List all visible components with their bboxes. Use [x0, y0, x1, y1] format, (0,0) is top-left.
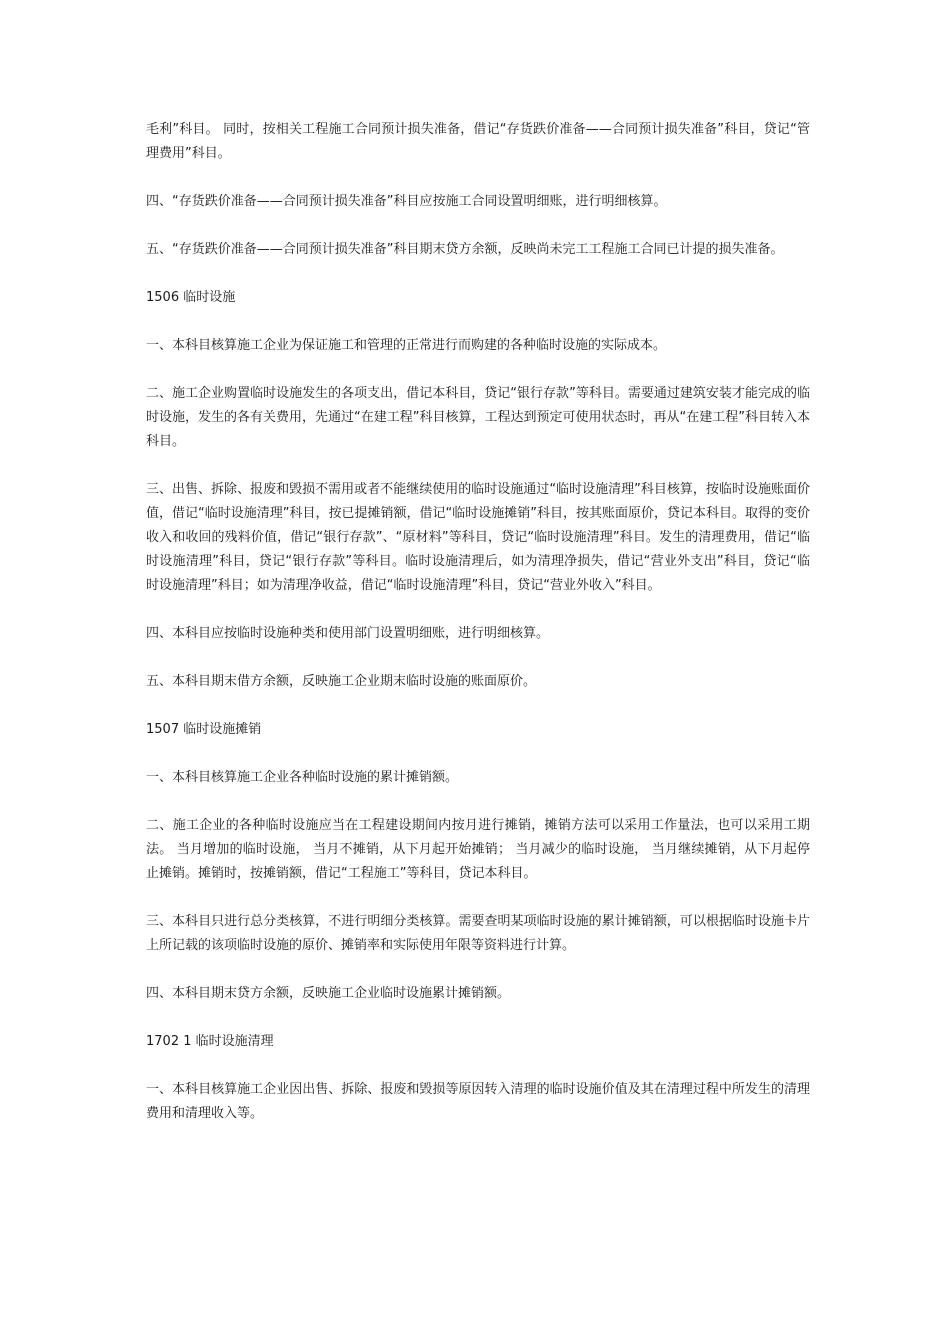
paragraph-1506-balance: 五、本科目期末借方余额，反映施工企业期末临时设施的账面原价。: [146, 674, 537, 689]
paragraph-contract-loss-ledger: 四、“存货跌价准备——合同预计损失准备”科目应按施工合同设置明细账，进行明细核算。: [146, 194, 667, 209]
paragraph-1702-scope: 一、本科目核算施工企业因出售、拆除、报废和毁损等原因转入清理的临时设施价值及其在清理过程中所发生的清理费用和清理收入等。: [146, 1082, 810, 1121]
section-heading-1507: 1507 临时设施摊销: [146, 722, 262, 737]
paragraph-1507-method: 二、施工企业的各种临时设施应当在工程建设期间内按月进行摊销，摊销方法可以采用工作量法，也可以采用工期法。 当月增加的临时设施， 当月不摊销，从下月起开始摊销； 当月减少的临时设施， 当月继续摊销，从下月起停止摊销。摊销时，按摊销额，借记“工程施工”等科目，贷记本科目。: [146, 818, 810, 881]
paragraph-contract-loss-balance: 五、“存货跌价准备——合同预计损失准备”科目期末贷方余额，反映尚未完工工程施工合同已计提的损失准备。: [146, 242, 784, 257]
paragraph-contract-loss-entry: 毛利”科目。 同时，按相关工程施工合同预计损失准备，借记“存货跌价准备——合同预计损失准备”科目，贷记“管理费用”科目。: [146, 122, 810, 161]
paragraph-1506-disposal: 三、出售、拆除、报废和毁损不需用或者不能继续使用的临时设施通过“临时设施清理”科目核算，按临时设施账面价值，借记“临时设施清理”科目，按已提摊销额，借记“临时设施摊销”科目，按其账面原价，贷记本科目。取得的变价收入和收回的残料价值，借记“银行存款”、“原材料”等科目，贷记“临时设施清理”科目。发生的清理费用，借记“临时设施清理”科目，贷记“银行存款”等科目。临时设施清理后，如为清理净损失，借记“营业外支出”科目，贷记“临时设施清理”科目；如为清理净收益，借记“临时设施清理”科目，贷记“营业外收入”科目。: [146, 482, 810, 593]
paragraph-1506-scope: 一、本科目核算施工企业为保证施工和管理的正常进行而购建的各种临时设施的实际成本。: [146, 338, 667, 353]
paragraph-1507-accounting: 三、本科目只进行总分类核算，不进行明细分类核算。需要查明某项临时设施的累计摊销额，可以根据临时设施卡片上所记载的该项临时设施的原价、摊销率和实际使用年限等资料进行计算。: [146, 914, 810, 953]
section-heading-1702: 1702 1 临时设施清理: [146, 1034, 274, 1049]
document-page: [146, 118, 810, 1150]
paragraph-1506-ledger: 四、本科目应按临时设施种类和使用部门设置明细账，进行明细核算。: [146, 626, 550, 641]
paragraph-1506-purchase: 二、施工企业购置临时设施发生的各项支出，借记本科目，贷记“银行存款”等科目。需要通过建筑安装才能完成的临时设施，发生的各有关费用，先通过“在建工程”科目核算，工程达到预定可使用状态时，再从“在建工程”科目转入本科目。: [146, 386, 810, 449]
paragraph-1507-scope: 一、本科目核算施工企业各种临时设施的累计摊销额。: [146, 770, 459, 785]
section-heading-1506: 1506 临时设施: [146, 290, 236, 305]
paragraph-1507-balance: 四、本科目期末贷方余额，反映施工企业临时设施累计摊销额。: [146, 986, 511, 1001]
